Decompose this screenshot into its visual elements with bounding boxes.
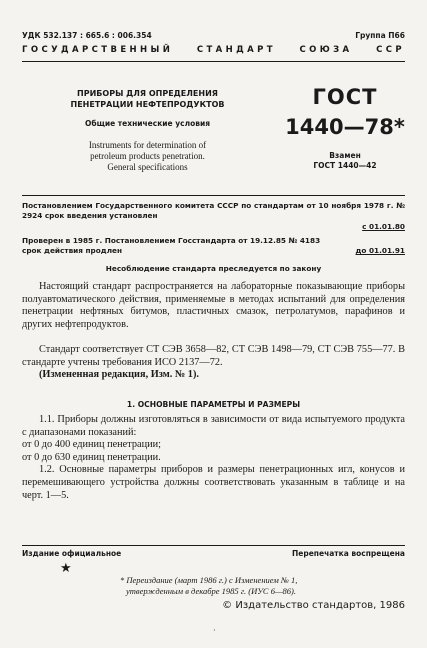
intro-paragraph — [22, 281, 405, 331]
banner-word-2: СТАНДАРТ — [196, 45, 276, 55]
reissue-line-2: утвержденным в декабре 1985 г. (ИУС 6—86). — [126, 586, 296, 596]
extended-date: до 01.01.91 — [355, 246, 405, 255]
gost-number: 1440—78* — [285, 115, 405, 139]
reprint-prohibited: Перепечатка воспрещена — [291, 549, 405, 558]
english-title-line-2: petroleum products penetration. — [90, 151, 205, 161]
clause-1-1: 1.1. Приборы должны изготовляться в зависимости от вида испытуемого продукта с диапазонами показаний: — [22, 414, 405, 438]
english-title-line-3: General specifications — [107, 162, 188, 172]
gost-label: ГОСТ — [312, 85, 378, 109]
document-title — [40, 88, 255, 110]
english-title-line-1: Instruments for determination of — [88, 140, 207, 150]
footer-rule — [22, 545, 405, 546]
scope-paragraph: Настоящий стандарт распространяется на лабораторные показывающие приборы полуавтоматического действия, применяемые в методах испытаний для определения пенетрации нефтяных битумов, пластичных смазок, петролатумов, парафинов и других нефтепродуктов. — [22, 281, 405, 330]
effective-date: с 01.01.80 — [362, 222, 405, 231]
range-item-1: от 0 до 400 единиц пенетрации; — [22, 439, 161, 451]
group-code: Группа П66 — [355, 31, 405, 40]
range-item-2: от 0 до 630 единиц пенетрации. — [22, 451, 161, 463]
amendment-note: (Измененная редакция, Изм. № 1). — [39, 369, 199, 381]
title-line-2: ПЕНЕТРАЦИИ НЕФТЕПРОДУКТОВ — [70, 100, 225, 109]
clause-1-2: 1.2. Основные параметры приборов и размеры пенетрационных игл, конусов и перемешивающего устройства должны соответствовать указанным в таблице и на черт. 1—5. — [22, 464, 405, 501]
udk-code: УДК 532.137 : 665.6 : 006.354 — [22, 31, 152, 40]
section-body — [22, 414, 405, 502]
reissue-line-1: * Переиздание (март 1986 г.) с Изменением № 1, — [120, 575, 298, 585]
standard-banner — [22, 45, 405, 55]
check-line-2: срок действия продлен — [22, 246, 123, 255]
official-edition: Издание официальное — [22, 549, 122, 558]
replaces-standard: ГОСТ 1440—42 — [313, 161, 377, 170]
banner-word-4: ССР — [376, 45, 405, 55]
check-line-1: Проверен в 1985 г. Постановлением Госстандарта от 19.12.85 № 4183 — [22, 236, 321, 245]
replaces-label: Взамен — [329, 151, 361, 160]
non-compliance-notice: Несоблюдение стандарта преследуется по закону — [105, 264, 322, 273]
copyright: © Издательство стандартов, 1986 — [222, 600, 405, 611]
header-rule — [22, 61, 405, 62]
page-mark: · — [213, 626, 216, 635]
approval-rule — [22, 195, 405, 196]
conformity-block — [22, 344, 405, 382]
english-title — [40, 140, 255, 173]
star-icon: ★ — [60, 560, 72, 575]
replaces-block — [285, 151, 405, 171]
approval-text: Постановлением Государственного комитета СССР по стандартам от 10 ноября 1978 г. № 2924 срок введения установлен — [22, 201, 405, 220]
title-line-1: ПРИБОРЫ ДЛЯ ОПРЕДЕЛЕНИЯ — [77, 89, 218, 98]
banner-word-3: СОЮЗА — [299, 45, 353, 55]
section-title: 1. ОСНОВНЫЕ ПАРАМЕТРЫ И РАЗМЕРЫ — [126, 400, 301, 409]
conformity-paragraph: Стандарт соответствует СТ СЭВ 3658—82, СТ СЭВ 1498—79, СТ СЭВ 755—77. В стандарте учтены требования ИСО 2137—72. — [22, 344, 405, 368]
document-subtitle: Общие технические условия — [84, 119, 211, 128]
banner-word-1: ГОСУДАРСТВЕННЫЙ — [22, 45, 174, 55]
check-text — [22, 236, 405, 256]
reissue-note — [120, 575, 380, 597]
